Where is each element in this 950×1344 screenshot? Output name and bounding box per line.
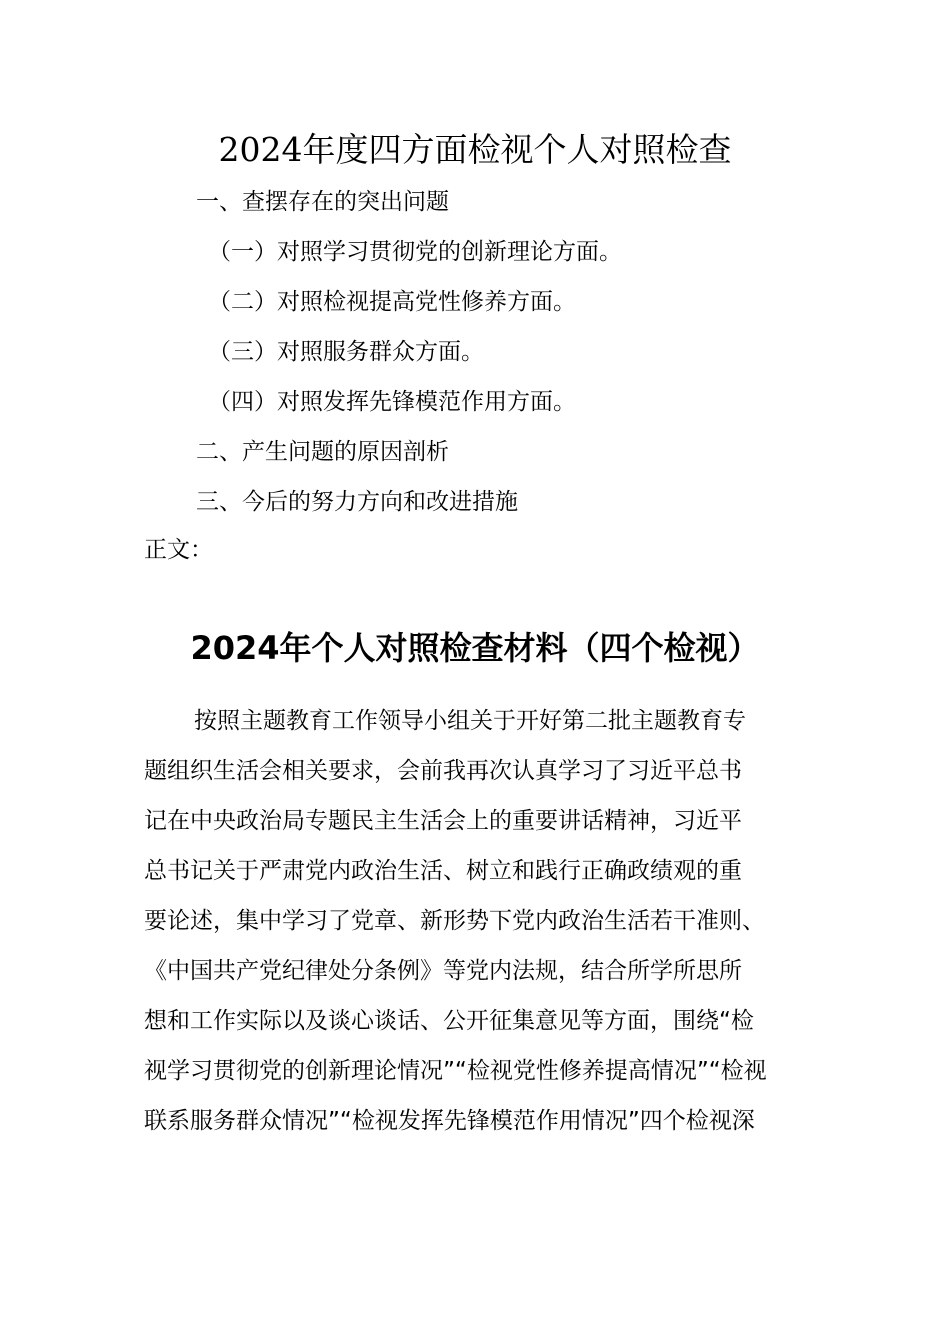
paragraph-line: 按照主题教育工作领导小组关于开好第二批主题教育专: [194, 708, 746, 734]
outline-item: （四）对照发挥先锋模范作用方面。: [208, 389, 576, 415]
page-title: 2024年度四方面检视个人对照检查: [218, 130, 732, 169]
paragraph-line: 要论述，集中学习了党章、新形势下党内政治生活若干准则、: [144, 908, 765, 934]
paragraph-line: 总书记关于严肃党内政治生活、树立和践行正确政绩观的重: [144, 858, 742, 884]
outline-item: 一、查摆存在的突出问题: [196, 189, 449, 215]
paragraph-line: 联系服务群众情况”“检视发挥先锋模范作用情况”四个检视深: [144, 1108, 755, 1134]
outline-item: 二、产生问题的原因剖析: [196, 439, 449, 465]
outline-list: [0, 180, 950, 530]
outline-item: 三、今后的努力方向和改进措施: [196, 489, 518, 515]
paragraph-line: 视学习贯彻党的创新理论情况”“检视党性修养提高情况”“检视: [144, 1058, 767, 1084]
document-title: 2024年个人对照检查材料（四个检视）: [190, 629, 760, 667]
paragraph-line: 题组织生活会相关要求，会前我再次认真学习了习近平总书: [144, 758, 742, 784]
body-label: 正文：: [144, 537, 213, 563]
outline-item: （一）对照学习贯彻党的创新理论方面。: [208, 239, 622, 265]
paragraph-line: 《中国共产党纪律处分条例》等党内法规，结合所学所思所: [144, 958, 742, 984]
paragraph-line: 记在中央政治局专题民主生活会上的重要讲话精神，习近平: [144, 808, 742, 834]
outline-item: （二）对照检视提高党性修养方面。: [208, 289, 576, 315]
outline-item: （三）对照服务群众方面。: [208, 339, 484, 365]
body-paragraph: [144, 698, 808, 1148]
paragraph-line: 想和工作实际以及谈心谈话、公开征集意见等方面，围绕“检: [144, 1008, 754, 1034]
